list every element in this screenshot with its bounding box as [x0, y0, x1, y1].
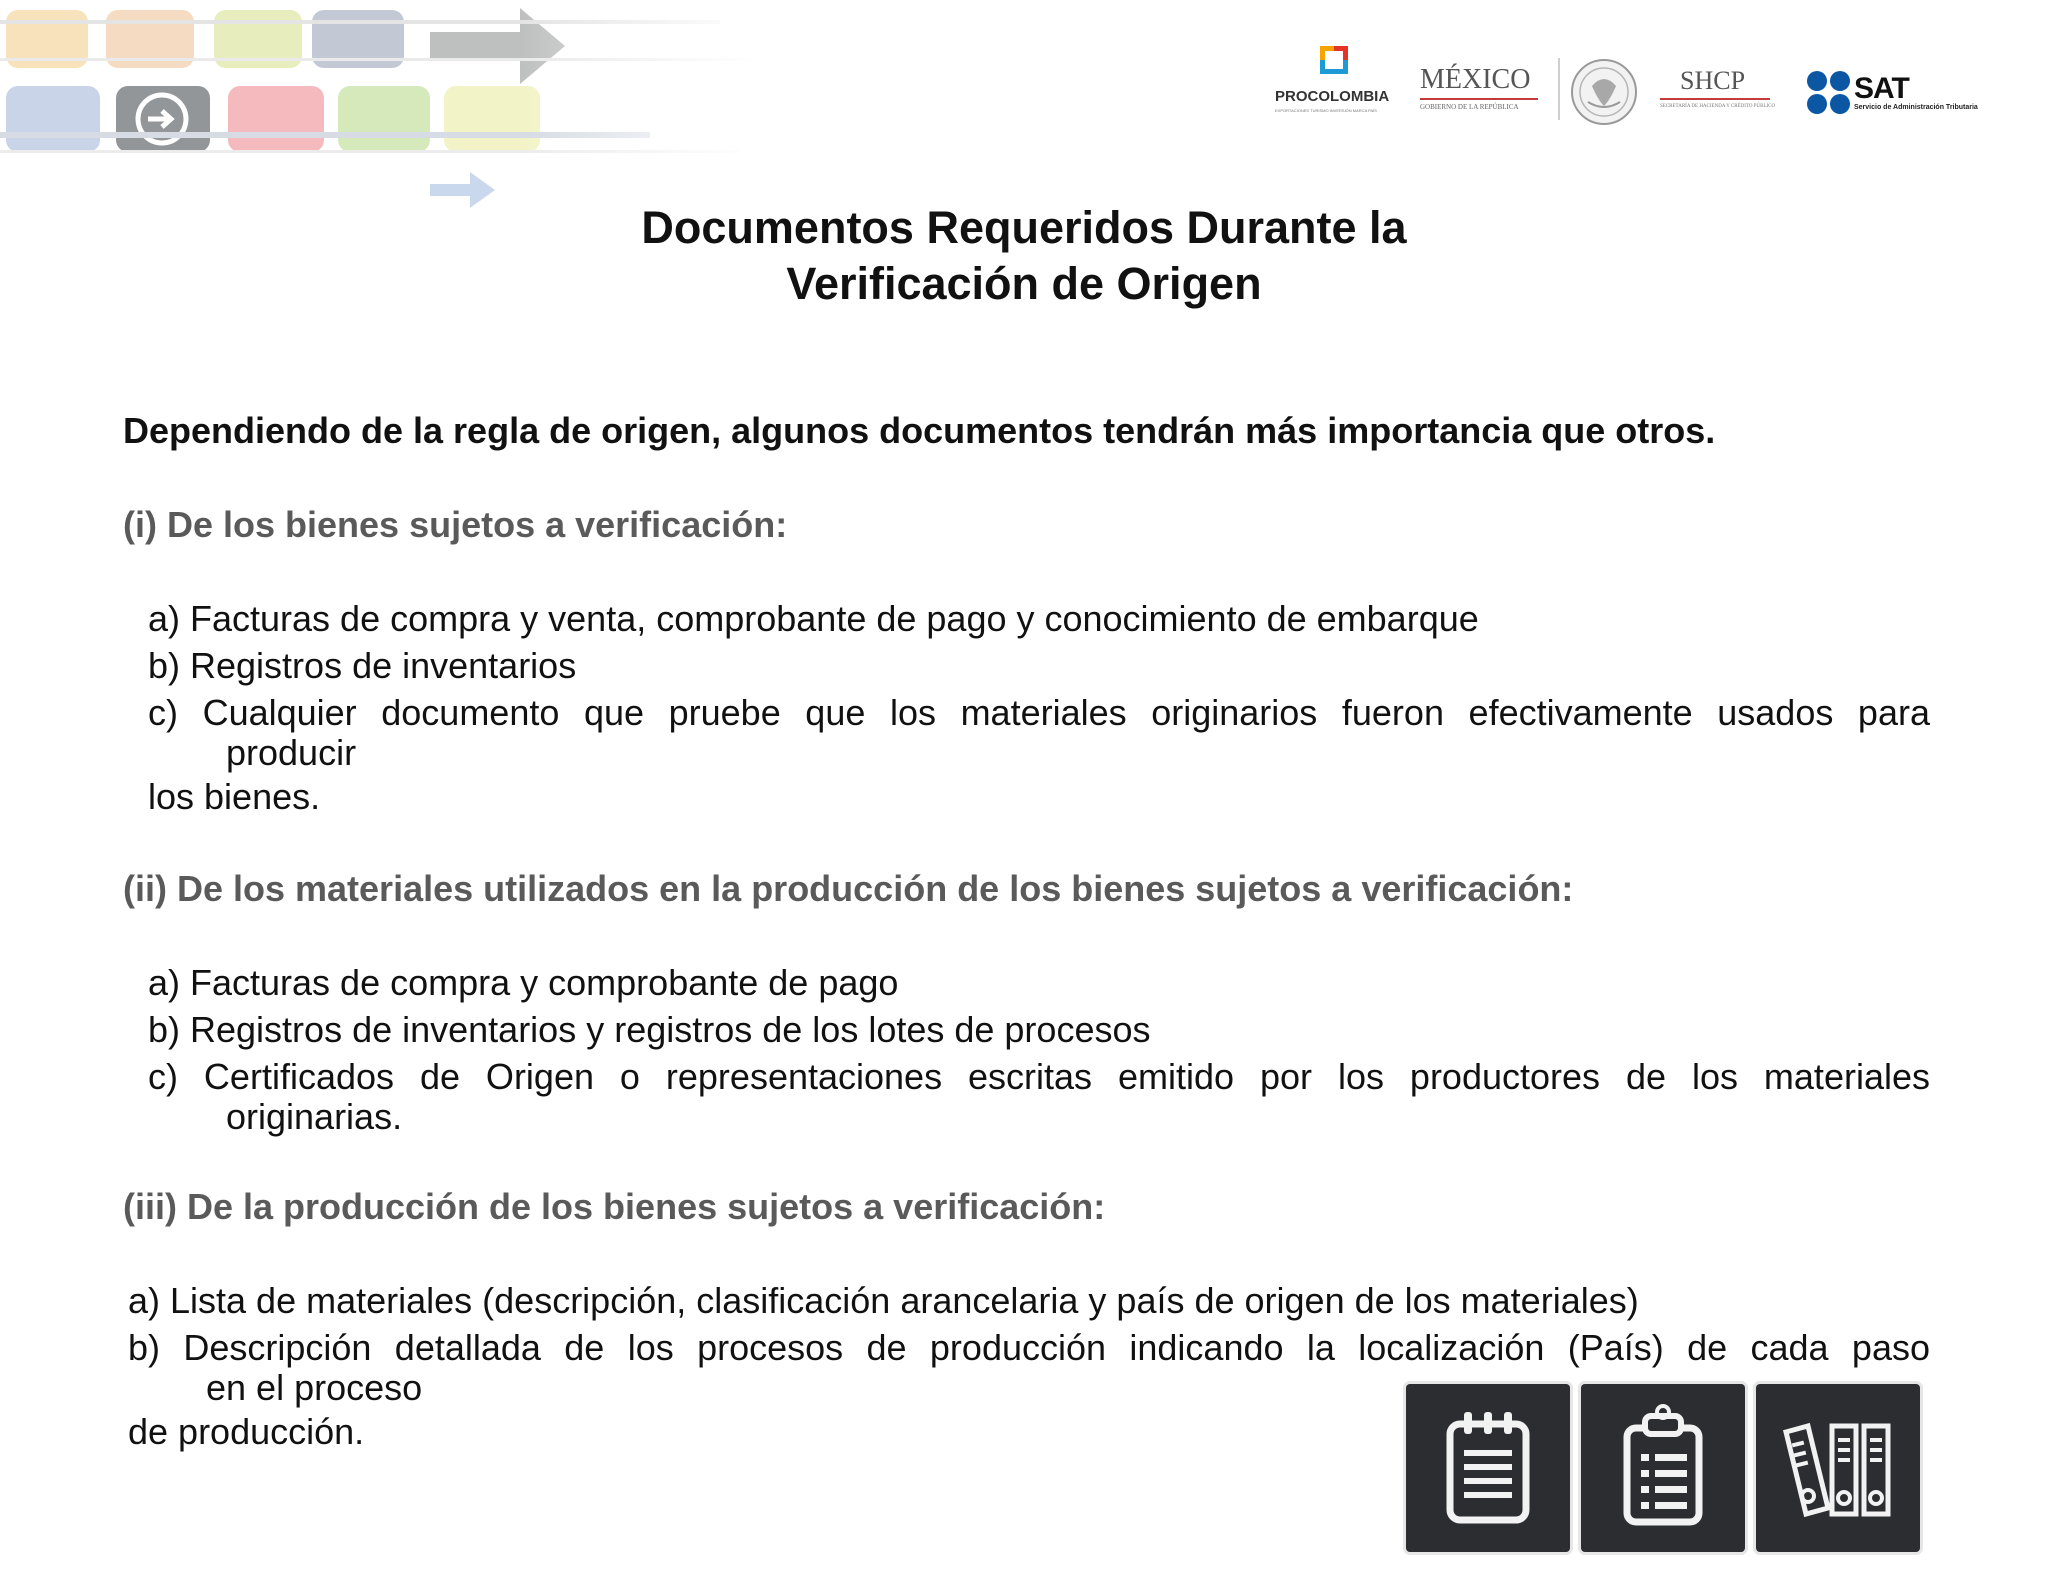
procolombia-text: PROCOLOMBIA [1275, 88, 1390, 105]
list-item: c) Cualquier documento que pruebe que los materiales originarios fueron efectivamente usados para [148, 692, 1930, 733]
shcp-underline [1660, 98, 1770, 100]
list-item: b) Registros de inventarios y registros de los lotes de procesos [148, 1009, 1151, 1050]
notepad-tile [1406, 1384, 1570, 1552]
page-title [0, 200, 2048, 312]
title-line-1: Documentos Requeridos Durante la [641, 202, 1407, 253]
clipboard-tile [1581, 1384, 1745, 1552]
procolombia-mark-icon [1270, 40, 1390, 90]
shcp-text: SHCP [1680, 66, 1746, 95]
mexico-underline [1420, 98, 1538, 100]
list-item-continuation: en el proceso [206, 1367, 423, 1408]
title-line-2: Verificación de Origen [786, 258, 1262, 309]
sat-subtext: Servicio de Administración Tributaria [1854, 104, 1978, 111]
sat-dots-icon [1806, 70, 1852, 116]
clipboard-icon [1581, 1384, 1745, 1552]
section-heading-materials: (ii) De los materiales utilizados en la producción de los bienes sujetos a verificación: [123, 868, 1574, 909]
shcp-subtext: SECRETARÍA DE HACIENDA Y CRÉDITO PÚBLICO [1660, 104, 1776, 109]
header-decoration [0, 0, 760, 230]
mexico-subtext: GOBIERNO DE LA REPÚBLICA [1420, 103, 1519, 111]
list-item: b) Registros de inventarios [148, 645, 577, 686]
list-item-tail: los bienes. [148, 776, 321, 817]
procolombia-logo [1270, 40, 1390, 113]
notepad-icon [1406, 1384, 1570, 1552]
binders-tile [1756, 1384, 1920, 1552]
eagle-seal-icon [1564, 56, 1644, 136]
list-item: a) Facturas de compra y venta, comprobante de pago y conocimiento de embarque [148, 598, 1479, 639]
list-item-tail: de producción. [128, 1411, 365, 1452]
list-item: b) Descripción detallada de los procesos de producción indicando la localización (País) de cada paso [128, 1327, 1930, 1368]
mexico-text: MÉXICO [1420, 64, 1531, 95]
intro-text: Dependiendo de la regla de origen, algunos documentos tendrán más importancia que otros. [123, 410, 1716, 451]
procolombia-subtext: EXPORTACIONES TURISMO INVERSIÓN MARCA PAÍS [1275, 108, 1377, 113]
list-item: a) Lista de materiales (descripción, clasificación arancelaria y país de origen de los materiales) [128, 1280, 1639, 1321]
section-heading-goods: (i) De los bienes sujetos a verificación: [123, 504, 788, 545]
list-item-continuation: producir [226, 732, 357, 773]
binders-icon [1756, 1384, 1920, 1552]
section-heading-production: (iii) De la producción de los bienes sujetos a verificación: [123, 1186, 1106, 1227]
partner-logos [1270, 40, 2030, 140]
list-item: c) Certificados de Origen o representaciones escritas emitido por los productores de los materiales [148, 1056, 1930, 1097]
list-item-continuation: originarias. [226, 1096, 403, 1137]
list-item: a) Facturas de compra y comprobante de pago [148, 962, 899, 1003]
sat-text: SAT [1854, 72, 1909, 105]
